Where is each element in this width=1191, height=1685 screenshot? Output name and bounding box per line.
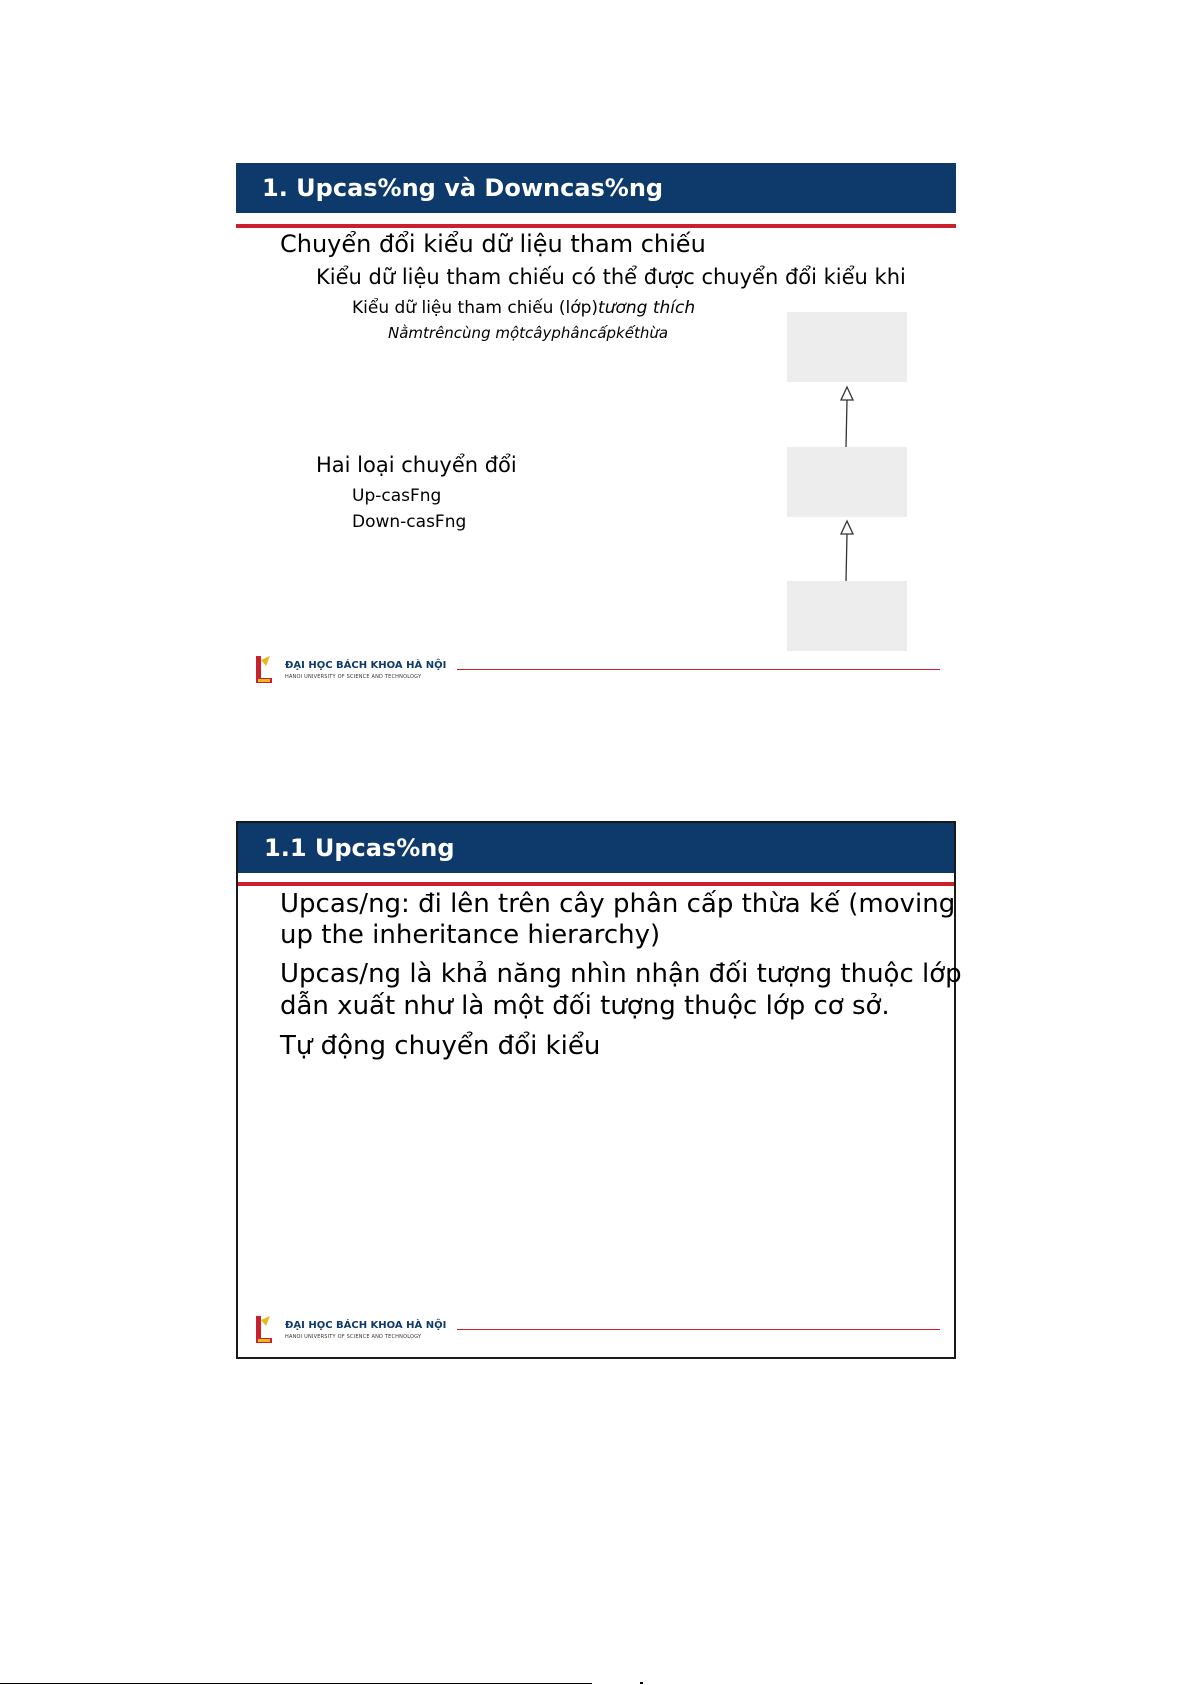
diagram-base-class-box [787,312,907,382]
footer-divider [457,1329,940,1330]
inheritance-arrow-upper [841,387,853,447]
footer-divider [457,669,940,670]
page-bottom-mark [640,1682,643,1684]
bullet-two-types: Hai loại chuyển đổi [316,453,517,477]
university-name: ĐẠI HỌC BÁCH KHOA HÀ NỘI [285,660,447,671]
sub-bullet-plain-text: Kiểu dữ liệu tham chiếu (lớp) [352,298,599,318]
bullet-convert-condition: Kiểu dữ liệu tham chiếu có thể được chuyển đổi kiểu khi [316,265,906,289]
sub-bullet-downcasting: Down-casFng [352,512,467,532]
point-upcasting-definition-line2: up the inheritance hierarchy) [280,920,661,950]
slide-title: 1.1 Upcas%ng [264,834,455,862]
inheritance-arrow-lower [841,521,853,581]
point-upcasting-ability-line2: dẫn xuất như là một đối tượng thuộc lớp cơ sở. [280,991,890,1021]
sub-bullet-compatible [352,297,695,319]
university-name-english: HANOI UNIVERSITY OF SCIENCE AND TECHNOLOGY [285,1334,422,1340]
point-automatic-conversion: Tự động chuyển đổi kiểu [280,1031,601,1061]
nested-bullet-hierarchy: Nằmtrêncùng mộtcâyphâncấpkếthừa [388,324,669,342]
sub-bullet-italic-text: tương thích [598,298,696,318]
slide-title-bar [238,823,954,873]
point-upcasting-ability-line1: Upcas/ng là khả năng nhìn nhận đối tượng thuộc lớp [280,959,962,989]
diagram-subderived-class-box [787,581,907,651]
page-bottom-rule [0,1683,592,1684]
university-logo [254,654,274,684]
slide-heading: Chuyển đổi kiểu dữ liệu tham chiếu [280,230,706,258]
slide-title-bar [236,163,956,213]
sub-bullet-upcasting: Up-casFng [352,486,442,506]
title-divider [238,882,954,886]
title-divider [236,224,956,228]
university-logo [254,1314,274,1344]
slide-upcasting [236,821,962,1359]
university-name-english: HANOI UNIVERSITY OF SCIENCE AND TECHNOLOGY [285,674,422,680]
point-upcasting-definition-line1: Upcas/ng: đi lên trên cây phân cấp thừa kế (moving [280,889,956,919]
diagram-inheritance-arrows [832,382,862,582]
slide-title: 1. Upcas%ng và Downcas%ng [262,174,664,202]
slide-upcasting-downcasting [236,163,956,687]
university-name: ĐẠI HỌC BÁCH KHOA HÀ NỘI [285,1320,447,1331]
